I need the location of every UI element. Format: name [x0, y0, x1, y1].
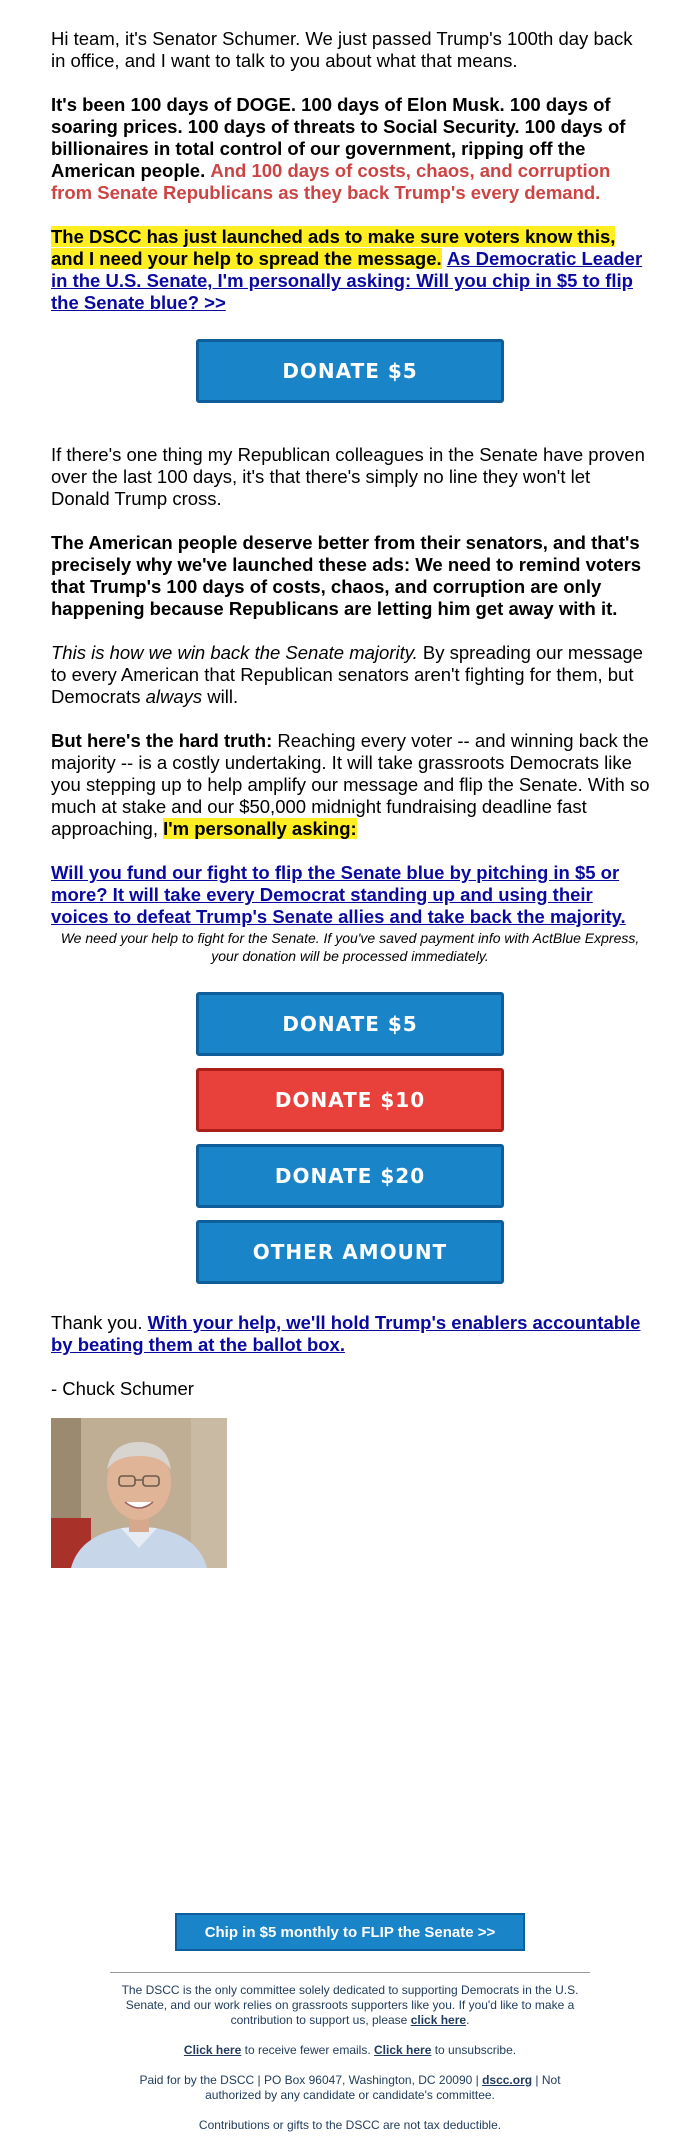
fund-fight-link[interactable]: Will you fund our fight to flip the Senate blue by pitching in $5 or more? It will take every Democrat standing up and using their voices to defeat Trump's Senate allies and take back the majority.: [51, 862, 626, 927]
footer-paid-for: [110, 2073, 590, 2103]
win-paragraph: [51, 642, 651, 708]
paid-for-end: | Not authorized by any candidate or candidate's committee.: [205, 2073, 561, 2102]
tax-text: Contributions or gifts to the DSCC are not tax deductible.: [198, 2118, 502, 2132]
chip-in-link[interactable]: As Democratic Leader in the U.S. Senate, I'm personally asking: Will you chip in $5 to flip the Senate blue? >>: [51, 248, 643, 313]
intro-text: Hi team, it's Senator Schumer. We just passed Trump's 100th day back in office, and I want to talk to you about what that means.: [51, 28, 633, 71]
unsubscribe-link[interactable]: Click here: [374, 2043, 432, 2057]
fewer-emails-text: to receive fewer emails.: [241, 2043, 374, 2057]
win-text-1: By spreading our message to every American that Republican senators aren't fighting for them, but Democrats: [51, 642, 643, 707]
doge-red-text: And 100 days of costs, chaos, and corruption from Senate Republicans as they back Trump's every demand.: [51, 160, 611, 203]
thanks-text: Thank you.: [51, 1312, 148, 1333]
contribute-link[interactable]: click here: [410, 2013, 467, 2027]
footer: [110, 1983, 590, 2148]
email-body: [51, 28, 651, 950]
colleagues-text: If there's one thing my Republican colleagues in the Senate have proven over the last 100 days, it's that there's simply no line they won't let Donald Trump cross.: [51, 444, 645, 509]
donate-5-button[interactable]: DONATE $5: [196, 992, 504, 1056]
portrait-illustration: [51, 1418, 227, 1568]
win-italic-text: This is how we win back the Senate majority.: [51, 642, 418, 663]
doge-paragraph: [51, 94, 651, 204]
ads-paragraph: [51, 226, 651, 314]
doge-bold-text: It's been 100 days of DOGE. 100 days of Elon Musk. 100 days of soaring prices. 100 days of threats to Social Security. 100 days of billionaires in total control of our government, ripping off the American people.: [51, 94, 626, 181]
signature: [51, 1378, 651, 1400]
win-italic-always: always: [145, 686, 203, 707]
paid-for-text: Paid for by the DSCC | PO Box 96047, Washington, DC 20090 |: [139, 2073, 483, 2087]
truth-highlight-text: I'm personally asking:: [163, 818, 357, 839]
schumer-photo: [51, 1418, 227, 1568]
footer-about: [110, 1983, 590, 2028]
footer-tax: [110, 2118, 590, 2133]
win-text-2: will.: [202, 686, 239, 707]
donate-10-button[interactable]: DONATE $10: [196, 1068, 504, 1132]
fund-paragraph: [51, 862, 651, 928]
truth-text: Reaching every voter -- and winning back the majority -- is a costly undertaking. It will take grassroots Democrats like you stepping up to help amplify our message and flip the Senate. With so much at stake and our $50,000 midnight fundraising deadline fast approaching,: [51, 730, 650, 839]
colleagues-paragraph: [51, 444, 651, 510]
footer-about-end: .: [466, 2013, 470, 2027]
actblue-note: We need your help to fight for the Senate. If you've saved payment info with ActBlue Express, your donation will be processed immediately.: [60, 930, 640, 964]
unsubscribe-text: to unsubscribe.: [431, 2043, 517, 2057]
footer-about-text: The DSCC is the only committee solely dedicated to supporting Democrats in the U.S. Senate, and our work relies on grassroots supporters like you. If you'd like to make a contribution to support us, please: [121, 1983, 579, 2027]
ballot-box-link[interactable]: With your help, we'll hold Trump's enablers accountable by beating them at the ballot box.: [51, 1312, 641, 1355]
truth-paragraph: [51, 730, 651, 840]
intro-paragraph: [51, 28, 651, 72]
signature-text: - Chuck Schumer: [51, 1378, 194, 1399]
closing: [51, 1312, 651, 1422]
thanks-paragraph: [51, 1312, 651, 1356]
dscc-org-link[interactable]: dscc.org: [482, 2073, 533, 2087]
donate-5-button-top[interactable]: DONATE $5: [196, 339, 504, 403]
deserve-text: The American people deserve better from their senators, and that's precisely why we've launched these ads: We need to remind voters that Trump's 100 days of costs, chaos, and corruption are only happening because Republicans are letting him get away with it.: [51, 532, 642, 619]
donate-20-button[interactable]: DONATE $20: [196, 1144, 504, 1208]
deserve-paragraph: [51, 532, 651, 620]
truth-bold-text: But here's the hard truth:: [51, 730, 273, 751]
footer-email-prefs: [110, 2043, 590, 2058]
footer-divider: [110, 1972, 590, 1973]
chip-monthly-button[interactable]: Chip in $5 monthly to FLIP the Senate >>: [175, 1913, 525, 1951]
ads-highlight-text: The DSCC has just launched ads to make sure voters know this, and I need your help to spread the message.: [51, 226, 616, 269]
fewer-emails-link[interactable]: Click here: [183, 2043, 242, 2057]
other-amount-button[interactable]: OTHER AMOUNT: [196, 1220, 504, 1284]
